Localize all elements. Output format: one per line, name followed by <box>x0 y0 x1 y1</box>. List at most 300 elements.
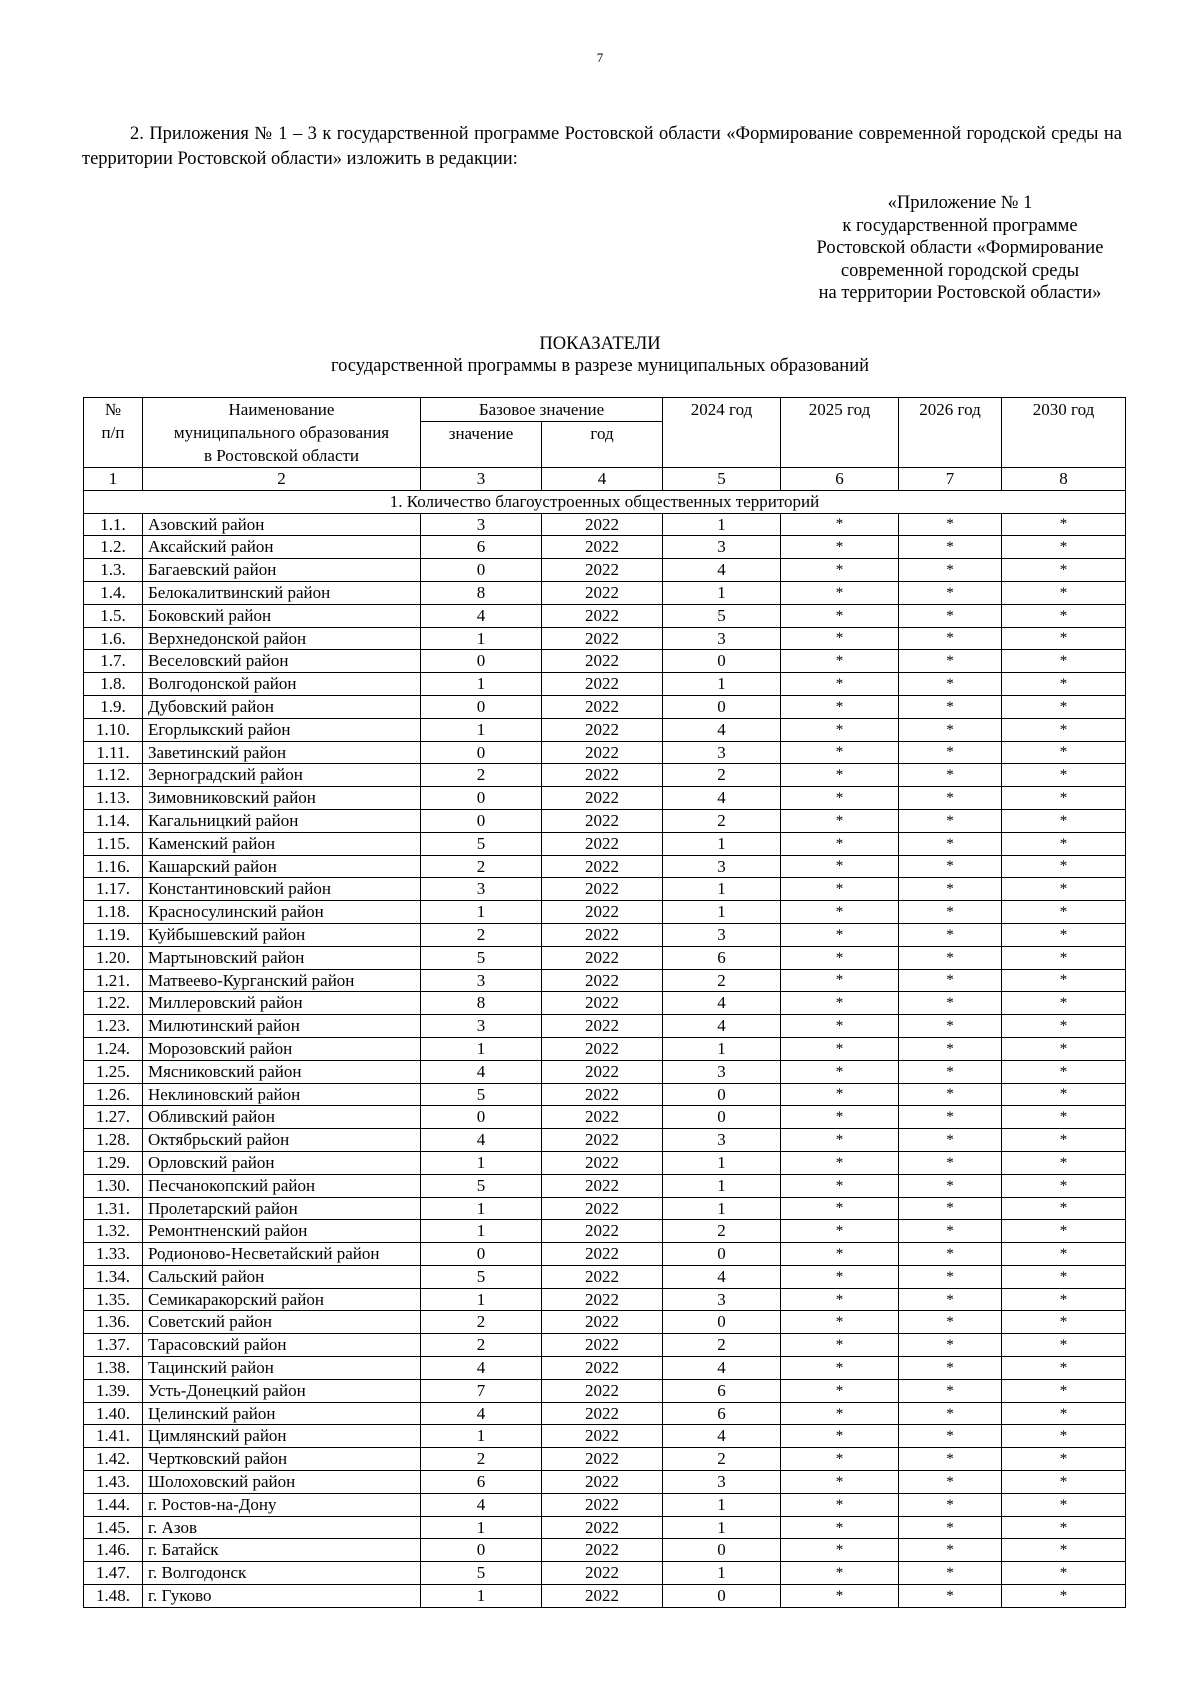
value-2025: * <box>781 1493 899 1516</box>
header-year: год <box>542 422 663 468</box>
value-2025: * <box>781 1311 899 1334</box>
row-number: 1.6. <box>84 627 143 650</box>
row-number: 1.46. <box>84 1539 143 1562</box>
value-2024: 1 <box>663 581 781 604</box>
base-year: 2022 <box>542 1243 663 1266</box>
base-value: 4 <box>421 1357 542 1380</box>
base-value: 5 <box>421 1265 542 1288</box>
table-row <box>84 1151 1126 1174</box>
table-row <box>84 695 1126 718</box>
value-2030: * <box>1002 650 1126 673</box>
row-number: 1.37. <box>84 1334 143 1357</box>
value-2025: * <box>781 764 899 787</box>
value-2025: * <box>781 1425 899 1448</box>
row-number: 1.18. <box>84 901 143 924</box>
base-value: 2 <box>421 1311 542 1334</box>
municipality-name: Каменский район <box>143 832 421 855</box>
value-2025: * <box>781 946 899 969</box>
value-2030: * <box>1002 741 1126 764</box>
base-year: 2022 <box>542 1402 663 1425</box>
row-number: 1.12. <box>84 764 143 787</box>
base-year: 2022 <box>542 1015 663 1038</box>
value-2030: * <box>1002 604 1126 627</box>
table-row <box>84 1357 1126 1380</box>
value-2030: * <box>1002 923 1126 946</box>
row-number: 1.41. <box>84 1425 143 1448</box>
base-value: 2 <box>421 855 542 878</box>
value-2024: 1 <box>663 1197 781 1220</box>
header-2025: 2025 год <box>781 398 899 468</box>
municipality-name: Кагальницкий район <box>143 809 421 832</box>
value-2025: * <box>781 1288 899 1311</box>
table-row <box>84 923 1126 946</box>
table-row <box>84 809 1126 832</box>
base-year: 2022 <box>542 513 663 536</box>
value-2026: * <box>899 1060 1002 1083</box>
value-2030: * <box>1002 1425 1126 1448</box>
value-2024: 6 <box>663 1402 781 1425</box>
table-row <box>84 1425 1126 1448</box>
row-number: 1.3. <box>84 559 143 582</box>
base-value: 1 <box>421 1037 542 1060</box>
base-year: 2022 <box>542 1174 663 1197</box>
base-value: 2 <box>421 1448 542 1471</box>
value-2025: * <box>781 741 899 764</box>
base-value: 4 <box>421 1402 542 1425</box>
base-value: 1 <box>421 901 542 924</box>
value-2024: 5 <box>663 604 781 627</box>
value-2024: 1 <box>663 1493 781 1516</box>
municipality-name: Чертковский район <box>143 1448 421 1471</box>
value-2026: * <box>899 1265 1002 1288</box>
value-2030: * <box>1002 1357 1126 1380</box>
value-2026: * <box>899 878 1002 901</box>
value-2025: * <box>781 1471 899 1494</box>
value-2026: * <box>899 536 1002 559</box>
value-2030: * <box>1002 1060 1126 1083</box>
value-2025: * <box>781 1083 899 1106</box>
table-row <box>84 1516 1126 1539</box>
municipality-name: Красносулинский район <box>143 901 421 924</box>
value-2026: * <box>899 764 1002 787</box>
column-number: 7 <box>899 468 1002 491</box>
base-year: 2022 <box>542 1357 663 1380</box>
table-row <box>84 787 1126 810</box>
value-2024: 1 <box>663 1562 781 1585</box>
table-row <box>84 1288 1126 1311</box>
row-number: 1.32. <box>84 1220 143 1243</box>
table-subtitle: государственной программы в разрезе муниципальных образований <box>330 356 870 376</box>
base-year: 2022 <box>542 1288 663 1311</box>
value-2030: * <box>1002 1402 1126 1425</box>
base-value: 2 <box>421 764 542 787</box>
municipality-name: Семикаракорский район <box>143 1288 421 1311</box>
base-year: 2022 <box>542 1493 663 1516</box>
row-number: 1.8. <box>84 673 143 696</box>
row-number: 1.25. <box>84 1060 143 1083</box>
header-value: значение <box>421 422 542 468</box>
base-value: 5 <box>421 1562 542 1585</box>
value-2025: * <box>781 787 899 810</box>
value-2024: 6 <box>663 946 781 969</box>
table-row <box>84 764 1126 787</box>
base-value: 3 <box>421 969 542 992</box>
value-2024: 0 <box>663 1243 781 1266</box>
value-2030: * <box>1002 901 1126 924</box>
base-year: 2022 <box>542 1060 663 1083</box>
table-row <box>84 1448 1126 1471</box>
value-2030: * <box>1002 581 1126 604</box>
value-2024: 2 <box>663 1220 781 1243</box>
value-2030: * <box>1002 1471 1126 1494</box>
base-value: 1 <box>421 1197 542 1220</box>
value-2024: 4 <box>663 787 781 810</box>
base-value: 1 <box>421 1516 542 1539</box>
appendix-line: на территории Ростовской области» <box>818 283 1102 303</box>
row-number: 1.1. <box>84 513 143 536</box>
column-number: 8 <box>1002 468 1126 491</box>
base-value: 4 <box>421 1493 542 1516</box>
base-year: 2022 <box>542 718 663 741</box>
value-2030: * <box>1002 1083 1126 1106</box>
section-row <box>84 490 1126 513</box>
value-2024: 4 <box>663 992 781 1015</box>
base-value: 3 <box>421 1015 542 1038</box>
value-2024: 4 <box>663 559 781 582</box>
table-row <box>84 946 1126 969</box>
base-year: 2022 <box>542 1083 663 1106</box>
value-2030: * <box>1002 1493 1126 1516</box>
column-number: 2 <box>143 468 421 491</box>
row-number: 1.24. <box>84 1037 143 1060</box>
municipality-name: Кашарский район <box>143 855 421 878</box>
base-value: 5 <box>421 832 542 855</box>
table-row <box>84 1379 1126 1402</box>
table-row <box>84 901 1126 924</box>
base-value: 4 <box>421 1129 542 1152</box>
value-2030: * <box>1002 992 1126 1015</box>
row-number: 1.9. <box>84 695 143 718</box>
base-year: 2022 <box>542 604 663 627</box>
table-row <box>84 1493 1126 1516</box>
value-2025: * <box>781 1220 899 1243</box>
row-number: 1.28. <box>84 1129 143 1152</box>
municipality-name: Константиновский район <box>143 878 421 901</box>
municipality-name: Орловский район <box>143 1151 421 1174</box>
base-value: 0 <box>421 1539 542 1562</box>
value-2025: * <box>781 1334 899 1357</box>
base-value: 0 <box>421 650 542 673</box>
value-2030: * <box>1002 718 1126 741</box>
value-2030: * <box>1002 1539 1126 1562</box>
row-number: 1.42. <box>84 1448 143 1471</box>
value-2026: * <box>899 1379 1002 1402</box>
municipality-name: Зимовниковский район <box>143 787 421 810</box>
value-2026: * <box>899 604 1002 627</box>
base-value: 1 <box>421 1425 542 1448</box>
value-2024: 4 <box>663 1015 781 1038</box>
base-year: 2022 <box>542 536 663 559</box>
table-row <box>84 969 1126 992</box>
table-row <box>84 1539 1126 1562</box>
row-number: 1.36. <box>84 1311 143 1334</box>
value-2024: 6 <box>663 1379 781 1402</box>
table-row <box>84 1037 1126 1060</box>
base-value: 1 <box>421 1151 542 1174</box>
base-year: 2022 <box>542 1448 663 1471</box>
value-2030: * <box>1002 1379 1126 1402</box>
value-2026: * <box>899 695 1002 718</box>
base-year: 2022 <box>542 1106 663 1129</box>
value-2024: 1 <box>663 878 781 901</box>
base-year: 2022 <box>542 1379 663 1402</box>
value-2026: * <box>899 741 1002 764</box>
value-2024: 1 <box>663 1151 781 1174</box>
value-2024: 0 <box>663 1311 781 1334</box>
value-2026: * <box>899 969 1002 992</box>
value-2024: 4 <box>663 1357 781 1380</box>
table-row <box>84 581 1126 604</box>
municipality-name: Азовский район <box>143 513 421 536</box>
value-2030: * <box>1002 1243 1126 1266</box>
value-2026: * <box>899 832 1002 855</box>
value-2024: 2 <box>663 1448 781 1471</box>
base-year: 2022 <box>542 1516 663 1539</box>
intro-paragraph: 2. Приложения № 1 – 3 к государственной программе Ростовской области «Формирование современной городской среды на территории Ростовской области» изложить в редакции: <box>82 124 1122 169</box>
row-number: 1.22. <box>84 992 143 1015</box>
header-num: № п/п <box>84 398 143 468</box>
base-value: 2 <box>421 923 542 946</box>
appendix-line: современной городской среды <box>840 260 1080 281</box>
value-2024: 3 <box>663 855 781 878</box>
value-2030: * <box>1002 764 1126 787</box>
value-2024: 3 <box>663 1060 781 1083</box>
value-2030: * <box>1002 1265 1126 1288</box>
value-2026: * <box>899 627 1002 650</box>
value-2026: * <box>899 1197 1002 1220</box>
base-value: 8 <box>421 992 542 1015</box>
value-2030: * <box>1002 513 1126 536</box>
base-value: 1 <box>421 1288 542 1311</box>
table-row <box>84 1471 1126 1494</box>
base-value: 2 <box>421 1334 542 1357</box>
base-year: 2022 <box>542 1151 663 1174</box>
value-2025: * <box>781 559 899 582</box>
municipality-name: Целинский район <box>143 1402 421 1425</box>
value-2026: * <box>899 650 1002 673</box>
value-2026: * <box>899 559 1002 582</box>
value-2024: 1 <box>663 673 781 696</box>
value-2025: * <box>781 969 899 992</box>
value-2026: * <box>899 1448 1002 1471</box>
value-2030: * <box>1002 1334 1126 1357</box>
table-row <box>84 1265 1126 1288</box>
value-2026: * <box>899 1562 1002 1585</box>
base-year: 2022 <box>542 1197 663 1220</box>
value-2025: * <box>781 1174 899 1197</box>
table-title: ПОКАЗАТЕЛИ <box>539 334 661 354</box>
base-year: 2022 <box>542 1037 663 1060</box>
value-2026: * <box>899 1106 1002 1129</box>
value-2030: * <box>1002 1151 1126 1174</box>
value-2026: * <box>899 946 1002 969</box>
base-year: 2022 <box>542 673 663 696</box>
value-2025: * <box>781 809 899 832</box>
base-value: 4 <box>421 604 542 627</box>
value-2026: * <box>899 1425 1002 1448</box>
value-2024: 0 <box>663 650 781 673</box>
table-row <box>84 627 1126 650</box>
base-year: 2022 <box>542 627 663 650</box>
value-2025: * <box>781 1516 899 1539</box>
row-number: 1.7. <box>84 650 143 673</box>
value-2030: * <box>1002 1311 1126 1334</box>
base-year: 2022 <box>542 764 663 787</box>
row-number: 1.15. <box>84 832 143 855</box>
value-2024: 3 <box>663 741 781 764</box>
table-row <box>84 650 1126 673</box>
value-2025: * <box>781 1539 899 1562</box>
value-2024: 4 <box>663 1425 781 1448</box>
municipality-name: Тарасовский район <box>143 1334 421 1357</box>
value-2024: 1 <box>663 1174 781 1197</box>
value-2030: * <box>1002 787 1126 810</box>
header-2026: 2026 год <box>899 398 1002 468</box>
row-number: 1.38. <box>84 1357 143 1380</box>
base-value: 0 <box>421 741 542 764</box>
base-year: 2022 <box>542 1334 663 1357</box>
value-2030: * <box>1002 1106 1126 1129</box>
municipality-name: Мясниковский район <box>143 1060 421 1083</box>
base-year: 2022 <box>542 1129 663 1152</box>
value-2025: * <box>781 673 899 696</box>
value-2024: 3 <box>663 627 781 650</box>
value-2026: * <box>899 718 1002 741</box>
value-2025: * <box>781 627 899 650</box>
base-value: 6 <box>421 536 542 559</box>
base-year: 2022 <box>542 1585 663 1608</box>
row-number: 1.16. <box>84 855 143 878</box>
base-year: 2022 <box>542 1562 663 1585</box>
value-2026: * <box>899 855 1002 878</box>
table-row <box>84 1220 1126 1243</box>
value-2024: 3 <box>663 536 781 559</box>
value-2030: * <box>1002 559 1126 582</box>
table-row <box>84 878 1126 901</box>
row-number: 1.48. <box>84 1585 143 1608</box>
value-2024: 4 <box>663 1265 781 1288</box>
value-2025: * <box>781 1243 899 1266</box>
municipality-name: Верхнедонской район <box>143 627 421 650</box>
row-number: 1.10. <box>84 718 143 741</box>
table-row <box>84 1083 1126 1106</box>
page-number: 7 <box>596 50 604 65</box>
base-year: 2022 <box>542 878 663 901</box>
value-2026: * <box>899 581 1002 604</box>
table-row <box>84 1402 1126 1425</box>
value-2030: * <box>1002 878 1126 901</box>
table-row <box>84 1015 1126 1038</box>
municipality-name: Сальский район <box>143 1265 421 1288</box>
value-2030: * <box>1002 1448 1126 1471</box>
base-value: 1 <box>421 673 542 696</box>
value-2030: * <box>1002 1516 1126 1539</box>
base-year: 2022 <box>542 559 663 582</box>
base-year: 2022 <box>542 923 663 946</box>
value-2024: 1 <box>663 1037 781 1060</box>
row-number: 1.23. <box>84 1015 143 1038</box>
value-2024: 3 <box>663 1288 781 1311</box>
column-number: 3 <box>421 468 542 491</box>
value-2026: * <box>899 809 1002 832</box>
base-value: 1 <box>421 1220 542 1243</box>
municipality-name: Ремонтненский район <box>143 1220 421 1243</box>
base-value: 0 <box>421 787 542 810</box>
base-year: 2022 <box>542 1311 663 1334</box>
municipality-name: Матвеево-Курганский район <box>143 969 421 992</box>
table-row <box>84 718 1126 741</box>
value-2024: 1 <box>663 832 781 855</box>
base-year: 2022 <box>542 787 663 810</box>
value-2030: * <box>1002 946 1126 969</box>
value-2024: 0 <box>663 1083 781 1106</box>
value-2026: * <box>899 1015 1002 1038</box>
value-2025: * <box>781 1037 899 1060</box>
value-2025: * <box>781 992 899 1015</box>
table-row <box>84 1060 1126 1083</box>
municipality-name: Веселовский район <box>143 650 421 673</box>
row-number: 1.13. <box>84 787 143 810</box>
value-2025: * <box>781 1106 899 1129</box>
municipality-name: Тацинский район <box>143 1357 421 1380</box>
municipality-name: Неклиновский район <box>143 1083 421 1106</box>
value-2025: * <box>781 1197 899 1220</box>
table-row <box>84 1106 1126 1129</box>
row-number: 1.43. <box>84 1471 143 1494</box>
value-2026: * <box>899 513 1002 536</box>
header-name: Наименование муниципального образования в Ростовской области <box>143 398 421 468</box>
value-2025: * <box>781 536 899 559</box>
municipality-name: г. Гуково <box>143 1585 421 1608</box>
base-year: 2022 <box>542 946 663 969</box>
base-value: 6 <box>421 1471 542 1494</box>
value-2026: * <box>899 1402 1002 1425</box>
row-number: 1.27. <box>84 1106 143 1129</box>
row-number: 1.11. <box>84 741 143 764</box>
base-year: 2022 <box>542 969 663 992</box>
value-2030: * <box>1002 1288 1126 1311</box>
value-2025: * <box>781 1265 899 1288</box>
base-year: 2022 <box>542 1265 663 1288</box>
municipality-name: Родионово-Несветайский район <box>143 1243 421 1266</box>
value-2030: * <box>1002 1174 1126 1197</box>
column-numbers-row <box>84 468 1126 491</box>
value-2024: 3 <box>663 1129 781 1152</box>
value-2024: 1 <box>663 1516 781 1539</box>
section-title: 1. Количество благоустроенных общественных территорий <box>84 490 1126 513</box>
municipality-name: Мартыновский район <box>143 946 421 969</box>
value-2025: * <box>781 1402 899 1425</box>
base-value: 0 <box>421 695 542 718</box>
row-number: 1.4. <box>84 581 143 604</box>
appendix-line: «Приложение № 1 <box>887 193 1033 213</box>
row-number: 1.39. <box>84 1379 143 1402</box>
value-2024: 0 <box>663 695 781 718</box>
value-2025: * <box>781 650 899 673</box>
value-2025: * <box>781 604 899 627</box>
row-number: 1.33. <box>84 1243 143 1266</box>
municipality-name: Зерноградский район <box>143 764 421 787</box>
